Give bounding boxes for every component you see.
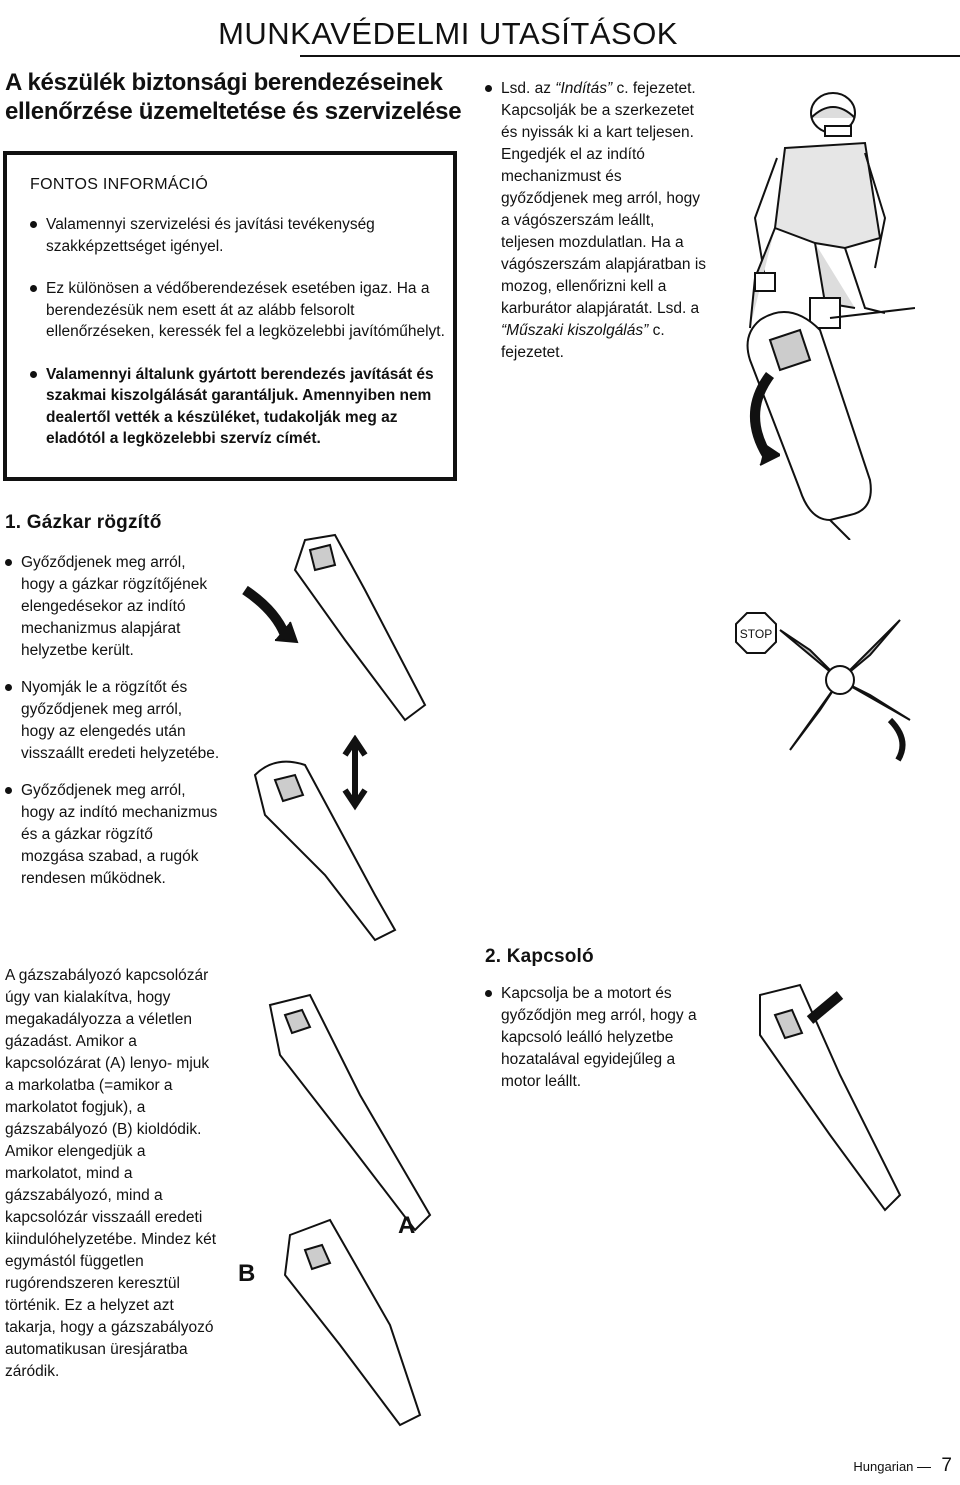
switch-list	[485, 983, 700, 1107]
handle-icon	[235, 530, 445, 730]
label-b: B	[238, 1260, 256, 1287]
throttle-lock-list	[5, 552, 220, 905]
handle-icon	[730, 975, 930, 1245]
push-arrow-icon	[810, 995, 840, 1020]
ref-suffix: c. fejezetet.	[501, 322, 665, 361]
switch-item: Kapcsolja be a motort és győződjön meg arról, hogy a kapcsoló leálló helyzetbe hozatalával egyidejűleg a motor leállt.	[485, 983, 700, 1093]
ref-maintenance-chapter: “Műszaki kiszolgálás”	[501, 322, 649, 339]
throttle-lock-item: Győződjenek meg arról, hogy az indító mechanizmus és a gázkar rögzítő mozgása szabad, a rugók rendesen működnek.	[5, 780, 220, 890]
footer-dash	[917, 1467, 931, 1468]
idle-check-item	[485, 78, 710, 364]
throttle-lock-item: Győződjenek meg arról, hogy a gázkar rögzítőjének elengedésekor az indító mechanizmus alapjárat helyzetbe került.	[5, 552, 220, 662]
footer-language: Hungarian	[853, 1459, 914, 1474]
idle-check-body: c. fejezetet. Kapcsolják be a szerkezetet és nyissák ki a kart teljesen. Engedjék el az indító mechanizmust és győződjenek meg arról, hogy a vágószerszám leállt, teljesen mozdulatlan. Ha a vágószerszám alapjáratban is mozog, ellenőrizni kell a karburátor alapjáratát.	[501, 80, 707, 317]
rotation-arrow-icon	[740, 370, 780, 470]
label-a: A	[398, 1212, 416, 1239]
throttle-lock-title: 1. Gázkar rögzítő	[5, 512, 162, 533]
switch-title: 2. Kapcsoló	[485, 946, 594, 967]
handle-icon	[230, 975, 470, 1445]
throttle-lock-item: Nyomják le a rögzítőt és győződjenek meg arról, hogy az elengedés után visszaállt eredeti helyzetébe.	[5, 677, 220, 765]
notice-item: Valamennyi szervizelési és javítási tevékenység szakképzettséget igényel.	[30, 214, 450, 257]
idle-check-text	[485, 78, 710, 378]
page-number: 7	[941, 1455, 952, 1476]
handle-icon	[235, 735, 445, 945]
page-header-title: MUNKAVÉDELMI UTASÍTÁSOK	[218, 16, 678, 51]
section-title: A készülék biztonsági berendezéseinek ellenőrzése üzemeltetése és szervizelése	[5, 69, 462, 125]
notice-item: Ez különösen a védőberendezések esetében igaz. Ha a berendezésük nem esett át az alább felsorolt ellenőrzéseken, keressék fel a legközelebbi javítóműhelyt.	[30, 278, 450, 343]
throttle-paragraph: A gázszabályozó kapcsolózár úgy van kialakítva, hogy megakadályozza a véletlen gázadást. Amikor a kapcsolózárat (A) lenyo- mjuk a markolatba (=amikor a markolatot fogjuk), a gázszabályozó (B) kioldódik. Amikor elengedjük a markolatot, mind a gázszabályozó, mind a kapcsolózár visszaáll eredeti kiindulóhelyzetébe. Mindez két egymástól független rugórendszeren keresztül történik. Ez a helyzet azt takarja, hogy a gázszabályozó automatikusan üresjáratba záródik.	[5, 967, 217, 1380]
grass-blade-icon	[770, 610, 920, 770]
notice-item: Valamennyi általunk gyártott berendezés javítását és szakmai kiszolgálását garantáljuk. Amennyiben nem dealertől vették a készüléket, tudakolják meg az eladótól a legközelebbi szervíz címét.	[30, 364, 450, 450]
stop-label: STOP	[739, 627, 773, 641]
ref-prefix: Lsd. a	[656, 300, 700, 317]
page-footer	[853, 1455, 952, 1477]
header-rule	[300, 55, 960, 57]
ref-starting-chapter: “Indítás”	[555, 80, 613, 97]
notice-list	[30, 214, 450, 471]
ref-prefix: Lsd. az	[501, 80, 551, 97]
notice-heading: FONTOS INFORMÁCIÓ	[30, 176, 209, 193]
